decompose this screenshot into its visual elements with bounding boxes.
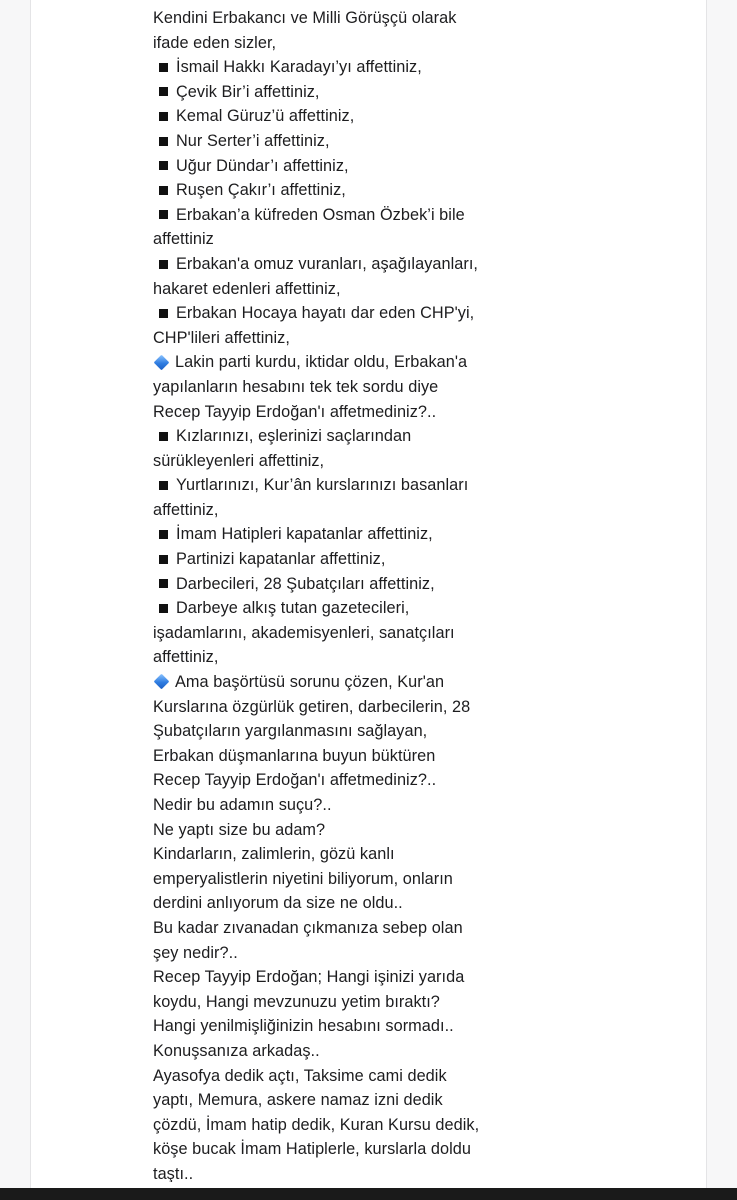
square-bullet-icon	[159, 186, 168, 195]
text-line	[153, 326, 713, 351]
line-text: Erbakan Hocaya hayatı dar eden CHP'yi,	[176, 304, 475, 323]
line-text: Ne yaptı size bu adam?	[153, 820, 326, 839]
text-line	[153, 449, 713, 474]
text-line	[153, 867, 713, 892]
text-line	[153, 522, 713, 547]
text-line	[153, 547, 713, 572]
text-line	[153, 596, 713, 621]
square-bullet-icon	[159, 432, 168, 441]
text-line	[153, 375, 713, 400]
text-line	[153, 1088, 713, 1113]
line-text: yaptı, Memura, askere namaz izni dedik	[153, 1091, 443, 1110]
line-text: Recep Tayyip Erdoğan'ı affetmediniz?..	[153, 402, 437, 421]
text-line	[153, 842, 713, 867]
blue-diamond-icon	[154, 674, 170, 690]
line-text: Erbakan düşmanlarına buyun büktüren	[153, 746, 436, 765]
text-line	[153, 55, 713, 80]
line-text: Erbakan’a küfreden Osman Özbek’i bile	[176, 205, 465, 224]
square-bullet-icon	[159, 481, 168, 490]
line-text: Kızlarınızı, eşlerinizi saçlarından	[176, 427, 412, 446]
text-line	[153, 572, 713, 597]
text-line	[153, 1014, 713, 1039]
square-bullet-icon	[159, 87, 168, 96]
line-text: Yurtlarınızı, Kur’ân kurslarınızı basanları	[176, 476, 469, 495]
square-bullet-icon	[159, 260, 168, 269]
text-line	[153, 1039, 713, 1064]
left-margin	[0, 0, 31, 1188]
line-text: Şubatçıların yargılanmasını sağlayan,	[153, 722, 428, 741]
text-line	[153, 498, 713, 523]
text-line	[153, 818, 713, 843]
text-line	[153, 719, 713, 744]
square-bullet-icon	[159, 555, 168, 564]
line-text: Darbecileri, 28 Şubatçıları affettiniz,	[176, 574, 435, 593]
line-text: Ruşen Çakır’ı affettiniz,	[176, 181, 346, 200]
line-text: Erbakan'a omuz vuranları, aşağılayanları,	[176, 254, 478, 273]
square-bullet-icon	[159, 309, 168, 318]
line-text: işadamlarını, akademisyenleri, sanatçıları	[153, 623, 455, 642]
text-line	[153, 80, 713, 105]
line-text: Çevik Bir’i affettiniz,	[176, 82, 320, 101]
line-text: Ayasofya dedik açtı, Taksime cami dedik	[153, 1066, 447, 1085]
line-text: Ama başörtüsü sorunu çözen, Kur'an	[175, 673, 445, 692]
square-bullet-icon	[159, 63, 168, 72]
line-text: Konuşsanıza arkadaş..	[153, 1041, 320, 1060]
line-text: Uğur Dündar’ı affettiniz,	[176, 156, 349, 175]
line-text: Lakin parti kurdu, iktidar oldu, Erbakan'a	[175, 353, 468, 372]
line-text: Kemal Güruz’ü affettiniz,	[176, 107, 355, 126]
line-text: İsmail Hakkı Karadayı’yı affettiniz,	[176, 58, 422, 77]
text-line	[153, 1137, 713, 1162]
line-text: Kendini Erbakancı ve Milli Görüşçü olarak	[153, 9, 457, 27]
line-text: hakaret edenleri affettiniz,	[153, 279, 341, 298]
text-line	[153, 916, 713, 941]
text-line	[153, 154, 713, 179]
line-text: Kurslarına özgürlük getiren, darbecilerin, 28	[153, 697, 471, 716]
line-text: Recep Tayyip Erdoğan; Hangi işinizi yarıda	[153, 968, 465, 987]
line-text: şey nedir?..	[153, 943, 238, 962]
text-line	[153, 965, 713, 990]
text-line	[153, 129, 713, 154]
line-text: Nur Serter’i affettiniz,	[176, 131, 330, 150]
line-text: köşe bucak İmam Hatiplerle, kurslarla doldu	[153, 1140, 471, 1159]
square-bullet-icon	[159, 530, 168, 539]
square-bullet-icon	[159, 604, 168, 613]
text-line	[153, 670, 713, 695]
text-line	[153, 695, 713, 720]
text-line	[153, 768, 713, 793]
square-bullet-icon	[159, 579, 168, 588]
text-line	[153, 1064, 713, 1089]
square-bullet-icon	[159, 112, 168, 121]
text-line	[153, 203, 713, 228]
line-text: yapılanların hesabını tek tek sordu diye	[153, 377, 439, 396]
text-line	[153, 424, 713, 449]
text-line	[153, 891, 713, 916]
text-line	[153, 990, 713, 1015]
text-line	[153, 1162, 713, 1182]
square-bullet-icon	[159, 210, 168, 219]
square-bullet-icon	[159, 161, 168, 170]
line-text: Nedir bu adamın suçu?..	[153, 796, 332, 814]
text-line	[153, 104, 713, 129]
line-text: Hangi yenilmişliğinizin hesabını sormadı..	[153, 1017, 454, 1036]
text-line	[153, 6, 713, 31]
line-text: Bu kadar zıvanadan çıkmanıza sebep olan	[153, 918, 463, 937]
text-line	[153, 178, 713, 203]
bottom-bar	[0, 1188, 737, 1200]
square-bullet-icon	[159, 137, 168, 146]
text-line	[153, 645, 713, 670]
text-line	[153, 1113, 713, 1138]
line-text: Partinizi kapatanlar affettiniz,	[176, 550, 386, 569]
text-line	[153, 941, 713, 966]
line-text: affettiniz,	[153, 648, 219, 667]
text-line	[153, 793, 713, 818]
line-text: CHP'lileri affettiniz,	[153, 328, 290, 347]
line-text: İmam Hatipleri kapatanlar affettiniz,	[176, 525, 433, 544]
line-text: Recep Tayyip Erdoğan'ı affetmediniz?..	[153, 771, 437, 790]
text-line	[153, 227, 713, 252]
line-text: ifade eden sizler,	[153, 33, 277, 52]
line-text: koydu, Hangi mevzunuzu yetim bıraktı?	[153, 992, 440, 1011]
line-text: taştı..	[153, 1164, 194, 1182]
line-text: affettiniz	[153, 230, 214, 249]
line-text: emperyalistlerin niyetini biliyorum, onların	[153, 869, 453, 888]
text-line	[153, 350, 713, 375]
text-line	[153, 744, 713, 769]
line-text: Kindarların, zalimlerin, gözü kanlı	[153, 845, 395, 864]
text-line	[153, 473, 713, 498]
line-text: affettiniz,	[153, 500, 219, 519]
text-line	[153, 252, 713, 277]
line-text: çözdü, İmam hatip dedik, Kuran Kursu dedik,	[153, 1115, 480, 1134]
text-line	[153, 277, 713, 302]
blue-diamond-icon	[154, 354, 170, 370]
text-line	[153, 301, 713, 326]
line-text: Darbeye alkış tutan gazetecileri,	[176, 599, 410, 618]
text-line	[153, 621, 713, 646]
document-text	[153, 6, 713, 1182]
line-text: sürükleyenleri affettiniz,	[153, 451, 325, 470]
line-text: derdini anlıyorum da size ne oldu..	[153, 894, 403, 913]
text-line	[153, 31, 713, 56]
text-line	[153, 400, 713, 425]
